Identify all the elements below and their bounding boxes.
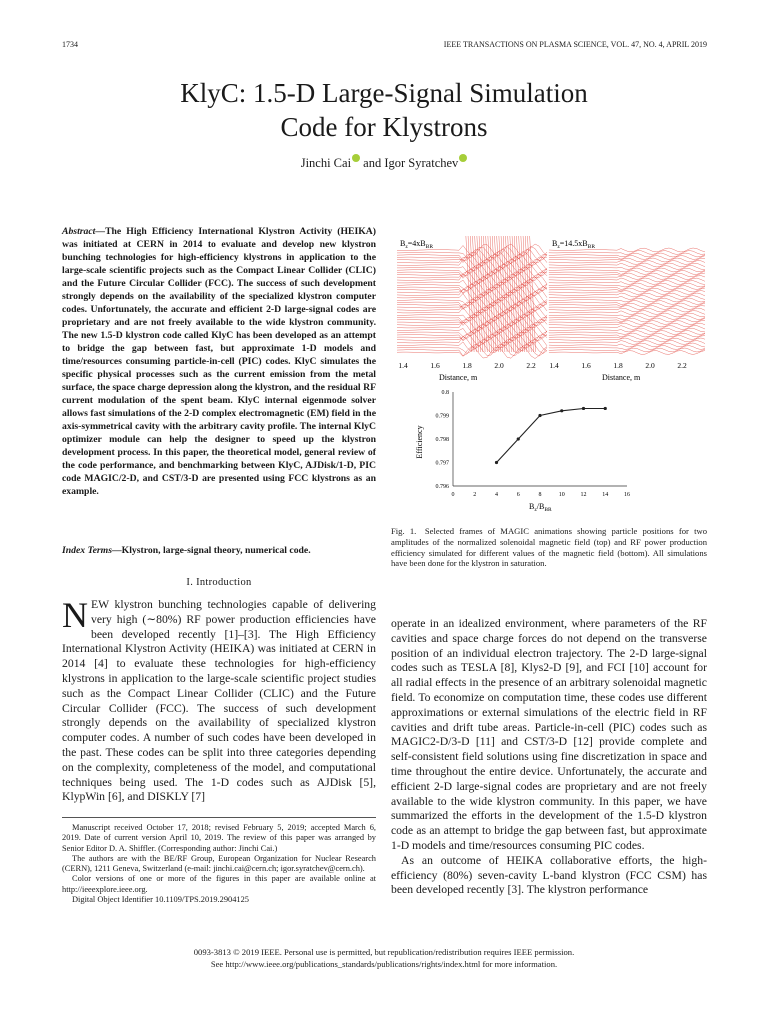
efficiency-point <box>517 437 520 440</box>
running-header: IEEE TRANSACTIONS ON PLASMA SCIENCE, VOL. 47, NO. 4, APRIL 2019 <box>443 40 707 49</box>
footnotes <box>62 823 376 905</box>
trajectory-line <box>549 261 705 265</box>
title-line-2: Code for Klystrons <box>280 112 488 142</box>
trajectory-line <box>549 331 705 335</box>
copyright-line-2: See http://www.ieee.org/publications_standards/publications/rights/index.html for more information. <box>210 959 558 969</box>
intro-first-word: EW <box>91 598 109 611</box>
intro-paragraph <box>62 595 376 805</box>
trajectory-line <box>549 323 705 327</box>
abstract-lead: Abstract— <box>62 226 106 237</box>
trajectory-line <box>549 266 705 270</box>
efficiency-series-line <box>497 409 606 463</box>
trajectory-line <box>549 273 705 277</box>
abstract <box>62 225 376 498</box>
trajectory-line <box>549 276 705 280</box>
trajectory-line <box>549 313 705 317</box>
trajectory-line <box>549 351 705 355</box>
distance-ticks-left <box>398 361 536 370</box>
paper-title <box>0 76 768 144</box>
efficiency-point <box>582 407 585 410</box>
author-joiner: and <box>363 156 382 171</box>
x-tick-label: 14 <box>602 492 609 498</box>
trajectory-line <box>391 337 547 349</box>
abstract-text: The High Efficiency International Klystron Activity (HEIKA) was initiated at CERN in 2014 to evaluate and develop new klystron bunching technologies for high-efficiency klystrons in application to the large-scale scientific projects such as the Compact Linear Collider (CLIC) and the Future Circular Collider (FCC). The success of such development strongly depends on the availability of the specialized klystron computer codes. Unfortunately, the accurate and efficient 2-D large-signal codes are proprietary and are not freely available to the wide klystron community. The new 1.5-D klystron code called KlyC has been developed as an attempt to bridge the gap between fast, but approximate 1-D models and time/resources consuming particle-in-cell (PIC) codes. KlyC simulates the specific physical processes such as the current emission from the metal surface, the space charge depression along the klystron, and the residual RF current modulation of the spent beam. KlyC internal eigenmode solver allows fast simulations of the 2-D complex electromagnetic (EM) field in the axis-symmetrical cavity with the arbitrary cavity profile. The internal KlyC optimizer module can help the designer to speed up the klystron development process. In this paper, the theoretical model, general review of the code performance, and benchmarking between KlyC, AJDisk/1-D, PIC code MAGIC/2-D, and CST/3-D are presented using FCC klystrons as an example. <box>62 226 376 497</box>
trajectory-line <box>549 248 705 252</box>
efficiency-point <box>604 407 607 410</box>
distance-ticks-right <box>549 361 687 370</box>
x-tick-label: 16 <box>624 492 630 498</box>
trajectory-line <box>391 304 547 316</box>
trajectory-line <box>549 281 705 285</box>
x-tick-label: 0 <box>451 492 455 498</box>
orcid-icon[interactable] <box>459 154 467 162</box>
trajectory-line <box>549 308 705 312</box>
distance-tick-label: 2.0 <box>494 361 504 370</box>
footnote-doi: Digital Object Identifier 10.1109/TPS.2019.2904125 <box>72 895 249 905</box>
distance-tick-label: 1.4 <box>549 361 559 370</box>
trajectory-line <box>549 278 705 282</box>
y-axis-label: Efficiency <box>415 425 424 459</box>
trajectory-line <box>549 346 705 350</box>
footnote-manuscript: Manuscript received October 17, 2018; revised February 5, 2019; accepted March 6, 2019. Date of current version April 10, 2019. The review of this paper was arranged by Senior Editor D. A. Shiffler. (Corresponding author: Jinchi Cai.) <box>62 823 376 853</box>
distance-tick-label: 1.6 <box>581 361 591 370</box>
trajectory-line <box>391 274 547 286</box>
trajectory-line <box>549 253 705 257</box>
intro-text: klystron bunching technologies capable of delivering very high (∼80%) RF power production efficiencies have been developed recently [1]–[3]. The High Efficiency International Klystron Activity (HEIKA) was initiated at CERN in 2014 [4] to evaluate these technologies for high-efficiency klystrons in application to the large-scale scientific project studies such as the Compact Linear Collider (CLIC) and the Future Circular Collider (FCC). The success of such development strongly depends on the availability of specialized klystron computer codes. A number of such codes have been developed in the past. These codes can be split into three categories depending on the complexity, completeness of the model, and computational techniques being used. The 1-D codes such as AJDisk [5], KlypWin [6], and DISKLY [7] <box>62 598 376 804</box>
footnote-affiliation: The authors are with the BE/RF Group, European Organization for Nuclear Research (CERN), 1211 Geneva, Switzerland (e-mail: jinchi.cai@cern.ch; igor.syratchev@cern.ch). <box>62 853 376 874</box>
title-line-1: KlyC: 1.5-D Large-Signal Simulation <box>180 78 588 108</box>
distance-tick-label: 1.8 <box>613 361 623 370</box>
x-axis-label: $B_z/B_{BR}$ <box>529 502 552 513</box>
trajectory-line <box>549 291 705 295</box>
distance-tick-label: 1.4 <box>398 361 408 370</box>
distance-tick-label: 2.2 <box>526 361 536 370</box>
trajectory-line <box>549 283 705 287</box>
trajectory-line <box>549 306 705 310</box>
footnote-color: Color versions of one or more of the figures in this paper are available online at http://ieeexplore.ieee.org. <box>62 874 376 894</box>
trajectory-line <box>549 338 705 342</box>
orcid-icon[interactable] <box>352 154 360 162</box>
section-heading: I. Introduction <box>186 577 252 588</box>
author-line <box>0 154 768 171</box>
trajectory-line <box>549 333 705 337</box>
y-tick-label: 0.797 <box>435 460 449 467</box>
author-2: Igor Syratchev <box>384 156 459 171</box>
y-tick-label: 0.798 <box>435 437 449 443</box>
x-tick-label: 6 <box>516 492 520 498</box>
figure-caption: Fig. 1. Selected frames of MAGIC animations showing particle positions for two amplitudes of the normalized solenoidal magnetic field (top) and RF power production efficiency simulated for different values of the magnetic field (bottom). All simulations have been done for the klystron in saturation. <box>391 526 707 569</box>
label-mask <box>391 230 397 360</box>
trajectory-line <box>391 262 547 274</box>
distance-tick-label: 2.2 <box>677 361 687 370</box>
figure-1 <box>391 220 707 520</box>
x-tick-label: 4 <box>495 492 498 498</box>
y-tick-label: 0.796 <box>435 484 449 490</box>
trajectory-line <box>549 328 705 332</box>
trajectory-line <box>391 269 547 281</box>
right-paragraph-2: As an outcome of HEIKA collaborative efforts, the high-efficiency (80%) seven-cavity L-band klystron (FCC CSM) has been developed recently [3]. The klystron performance <box>391 853 707 897</box>
trajectory-line <box>549 263 705 267</box>
trajectory-line <box>391 334 547 346</box>
trajectory-line <box>549 296 705 300</box>
distance-tick-label: 1.6 <box>430 361 440 370</box>
trajectory-line <box>549 341 705 345</box>
efficiency-point <box>495 461 498 464</box>
trajectory-line <box>391 307 547 319</box>
index-terms-text: Klystron, large-signal theory, numerical code. <box>121 545 311 556</box>
panel-left-label: $B_z=4xB_{BR}$ <box>400 239 433 250</box>
efficiency-point <box>538 414 541 417</box>
panel-right-label: $B_z=14.5xB_{BR}$ <box>552 239 595 250</box>
efficiency-points <box>495 407 607 464</box>
x-tick-label: 2 <box>473 492 477 498</box>
index-terms-lead: Index Terms— <box>62 545 122 556</box>
trajectory-panel-left <box>391 236 547 359</box>
index-terms <box>62 544 376 557</box>
trajectory-line <box>549 326 705 330</box>
right-column <box>391 617 707 898</box>
x-tick-label: 10 <box>558 492 565 498</box>
copyright-line-1: 0093-3813 © 2019 IEEE. Personal use is permitted, but republication/redistribution requires IEEE permission. <box>193 947 575 957</box>
trajectory-line <box>391 339 547 351</box>
author-1: Jinchi Cai <box>300 156 352 171</box>
footnote-divider <box>62 817 376 818</box>
y-tick-labels <box>436 390 450 490</box>
y-tick-label: 0.799 <box>435 413 449 420</box>
efficiency-point <box>560 409 563 412</box>
trajectory-line <box>391 342 547 354</box>
right-paragraph-1: operate in an idealized environment, where parameters of the RF cavities and space charge forces do not depend on the transverse position of an individual electron trajectory. The 2-D large-signal codes such as TESLA [8], Klys2-D [9], and FCI [10] account for all radial effects in the presence of an arbitrary solenoidal magnetic field. To economize on computation time, these codes use different approximations or external simulations of the electric field in RF cavities and drift tube areas. Particle-in-cell (PIC) codes such as MAGIC2-D/3-D [11] and CST/3-D [12] provide complete and self-consistent field solutions using fine discretization in space and time throughout the entire device. Unfortunately, the accurate and efficient 2-D large-signal codes are proprietary and are not freely available to the wide klystron community. In this paper, we have summarized the efforts in the development of the 1.5-D klystron code as an attempt to bridge the gap between fast, but approximate 1-D models and time/resources consuming PIC codes. <box>391 617 707 852</box>
trajectory-panel-right <box>549 248 705 355</box>
trajectory-line <box>391 314 547 326</box>
trajectory-line <box>391 272 547 284</box>
drop-cap: N <box>62 595 88 635</box>
distance-tick-label: 1.8 <box>462 361 472 370</box>
y-tick-label: 0.8 <box>441 390 449 396</box>
trajectory-line <box>549 288 705 292</box>
trajectory-line <box>549 286 705 290</box>
trajectory-line <box>549 336 705 340</box>
page-number: 1734 <box>62 40 78 49</box>
distance-label-right: Distance, m <box>602 373 641 382</box>
x-tick-labels <box>452 492 631 498</box>
trajectory-line <box>549 303 705 307</box>
x-tick-label: 12 <box>580 492 587 498</box>
distance-tick-label: 2.0 <box>645 361 655 370</box>
distance-label-left: Distance, m <box>439 373 478 382</box>
trajectory-line <box>549 343 705 347</box>
x-tick-label: 8 <box>538 492 542 498</box>
trajectory-line <box>549 293 705 297</box>
efficiency-chart <box>415 390 630 513</box>
